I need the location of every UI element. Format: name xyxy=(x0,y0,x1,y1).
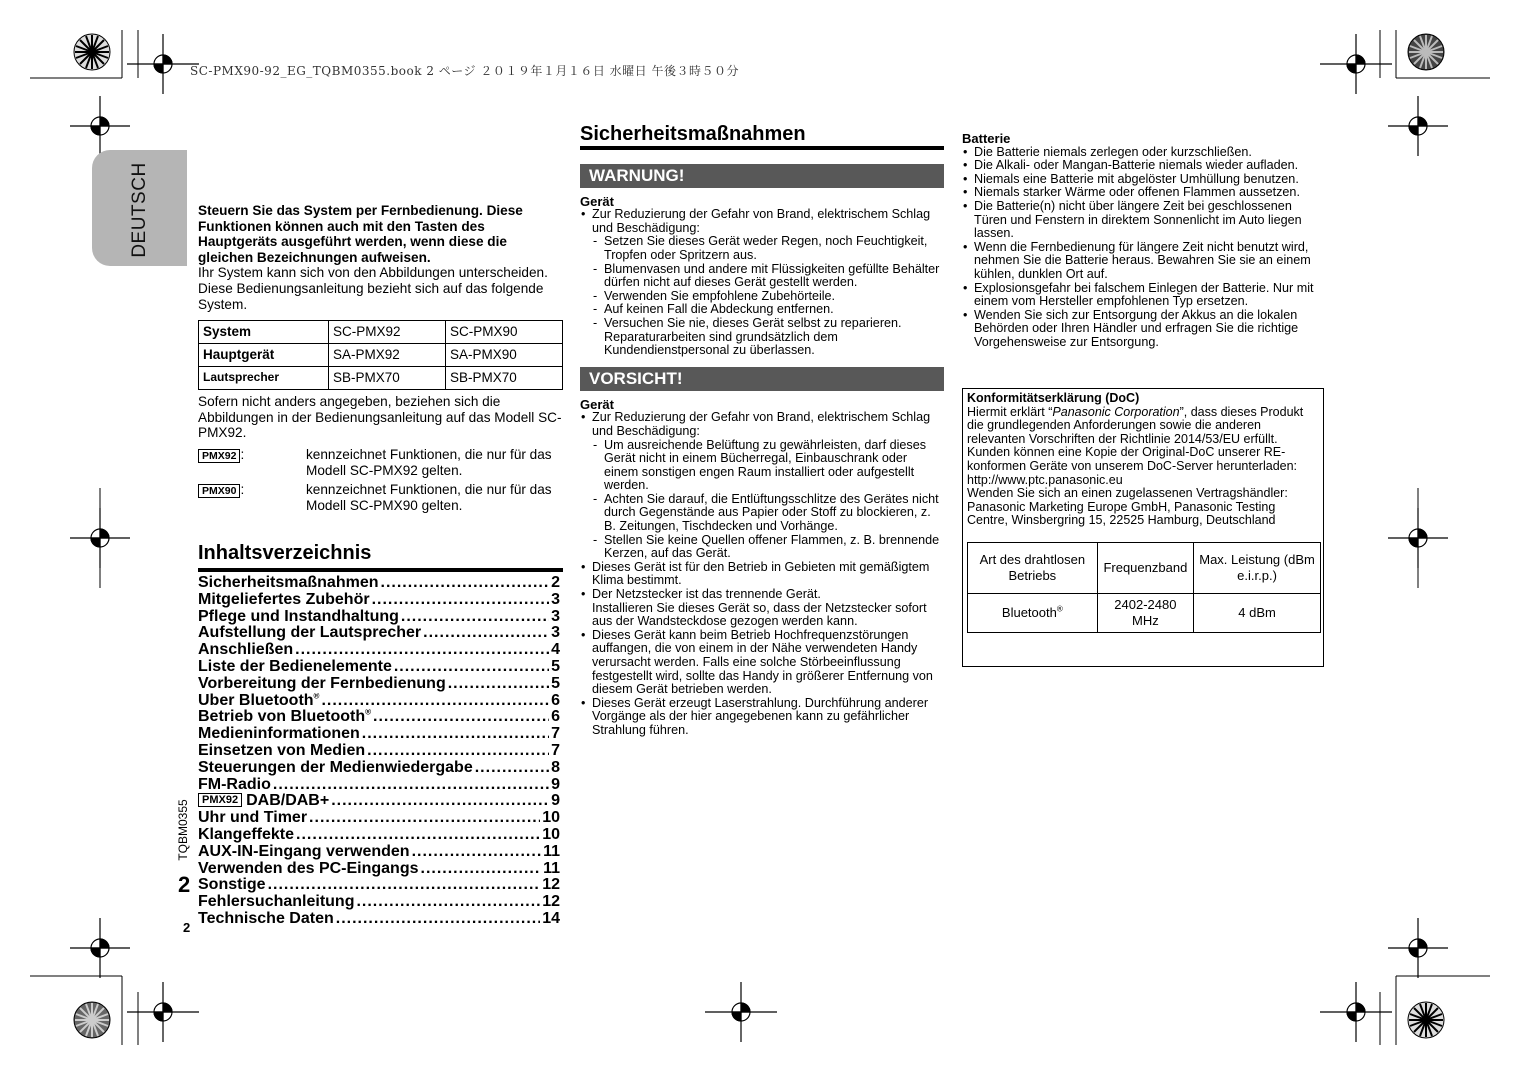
list-item: - Um ausreichende Belüftung zu gewährleisten, darf dieses Gerät nicht in einem Bücherregal, Einbauschrank oder einem sonstigen engen Raum installiert oder aufgestellt werden. xyxy=(592,439,944,493)
model-note xyxy=(198,482,563,513)
intro-text-2: Diese Bedienungsanleitung bezieht sich auf das folgende System. xyxy=(198,280,544,312)
table-cell: 2402-2480 MHz xyxy=(1097,593,1193,632)
list-item: - Auf keinen Fall die Abdeckung entfernen. xyxy=(592,303,944,317)
table-cell: Bluetooth® xyxy=(968,593,1098,632)
toc-item[interactable]: Aufstellung der Lautsprecher ..... 3 xyxy=(198,625,560,642)
starburst-icon xyxy=(74,1002,110,1038)
table-cell: Frequenzband xyxy=(1097,542,1193,593)
model-colon: : xyxy=(240,482,245,498)
model-badge: PMX92 xyxy=(198,449,240,463)
list-item: • Zur Reduzierung der Gefahr von Brand, elektrischem Schlag und Beschädigung: - Um ausreichende Belüftung zu gewährleisten, darf dieses Gerät nicht in einem Bücherregal, Einbauschrank oder einem sonstigen engen Raum installiert oder aufgestellt werden. - Achten Sie darauf, die Entlüftungsschlitze des Gerätes nicht durch Gegenstände aus Papier oder Stoff zu blockieren, z. B. Zeitungen, Tischdecken und Vorhänge. - Stellen Sie keine Quellen offener Flammen, z. B. brennende Kerzen, auf das Gerät. xyxy=(580,411,944,561)
list-item: • Die Batterie(n) nicht über längere Zeit bei geschlossenen Türen und Fenstern in direktem Sonnenlicht im Auto liegen lassen. xyxy=(962,200,1326,241)
model-note-text: kennzeichnet Funktionen, die nur für das Modell SC-PMX90 gelten. xyxy=(306,482,552,513)
list-item: • Dieses Gerät erzeugt Laserstrahlung. Durchführung anderer Vorgänge als der hier angegebenen kann zu gefährlicher Strahlung führen. xyxy=(580,697,944,738)
list-item: - Blumenvasen und andere mit Flüssigkeiten gefüllte Behälter dürfen nicht auf dieses Gerät gestellt werden. xyxy=(592,263,944,290)
safety-column xyxy=(580,123,944,738)
table-row xyxy=(968,542,1321,593)
toc-item[interactable]: Klangeffekte ..... 10 xyxy=(198,827,560,844)
starburst-icon xyxy=(74,34,110,70)
safety-title: Sicherheitsmaßnahmen xyxy=(580,123,806,145)
toc-item[interactable]: FM-Radio ..... 9 xyxy=(198,777,560,794)
language-tab xyxy=(92,150,187,266)
list-item: - Stellen Sie keine Quellen offener Flammen, z. B. brennende Kerzen, auf das Gerät. xyxy=(592,534,944,561)
crosshair-icon xyxy=(70,508,130,568)
caution-banner: VORSICHT! xyxy=(580,367,944,391)
list-item: • Dieses Gerät kann beim Betrieb Hochfrequenzstörungen auffangen, die von einem in der Nähe verwendeten Handy verursacht werden. Falls eine solche Störbeeinflussung festgestellt wird, sollte das Handy in größerer Entfernung von diesem Gerät betrieben werden. xyxy=(580,629,944,697)
toc-item[interactable]: Medieninformationen ..... 7 xyxy=(198,726,560,743)
list-item: • Niemals starker Wärme oder offenen Flammen aussetzen. xyxy=(962,186,1326,200)
model-badge: PMX90 xyxy=(198,484,240,498)
toc-item[interactable]: Verwenden des PC-Eingangs ..... 11 xyxy=(198,861,560,878)
toc-item[interactable]: Einsetzen von Medien ..... 7 xyxy=(198,743,560,760)
doc-url[interactable]: http://www.ptc.panasonic.eu xyxy=(967,472,1123,487)
crosshair-icon xyxy=(1388,508,1448,568)
crosshair-icon xyxy=(70,96,130,156)
intro-bold-text: Steuern Sie das System per Fernbedienung. Diese Funktionen können auch mit den Tasten des Hauptgeräts ausgeführt werden, wenn diese die gleichen Bezeichnungen aufweisen. xyxy=(198,203,523,265)
toc-item[interactable]: Sonstige ..... 12 xyxy=(198,877,560,894)
table-cell: SC-PMX90 xyxy=(445,321,562,344)
intro-text-1: Ihr System kann sich von den Abbildungen unterscheiden. xyxy=(198,265,548,281)
warning-banner: WARNUNG! xyxy=(580,164,944,188)
caution-subheading: Gerät xyxy=(580,396,614,412)
language-tab-label: DEUTSCH xyxy=(129,162,150,258)
toc-divider xyxy=(198,568,563,572)
toc-item[interactable]: PMX92 DAB/DAB+ ..... 9 xyxy=(198,793,560,810)
table-cell: SA-PMX90 xyxy=(445,344,562,367)
toc-title: Inhaltsverzeichnis xyxy=(198,542,372,564)
toc-item[interactable]: Anschließen ..... 4 xyxy=(198,642,560,659)
toc-item[interactable]: Mitgeliefertes Zubehör ..... 3 xyxy=(198,592,560,609)
table-of-contents xyxy=(198,575,560,928)
toc-item[interactable]: Fehlersuchanleitung ..... 12 xyxy=(198,894,560,911)
table-row xyxy=(199,344,563,367)
toc-item[interactable]: AUX-IN-Eingang verwenden ..... 11 xyxy=(198,844,560,861)
toc-item[interactable]: Vorbereitung der Fernbedienung ..... 5 xyxy=(198,676,560,693)
toc-item[interactable]: Betrieb von Bluetooth® ..... 6 xyxy=(198,709,560,726)
table-cell: SC-PMX92 xyxy=(328,321,445,344)
table-cell: SB-PMX70 xyxy=(328,367,445,390)
warning-list xyxy=(580,208,944,358)
starburst-icon xyxy=(1408,1002,1444,1038)
toc-item[interactable]: Pflege und Instandhaltung ..... 3 xyxy=(198,609,560,626)
battery-title: Batterie xyxy=(962,131,1011,146)
crosshair-icon xyxy=(1388,96,1448,156)
crosshair-icon xyxy=(705,982,777,1042)
doc-text-3: Wenden Sie sich an einen zugelassenen Vertragshändler: Panasonic Marketing Europe GmbH, Panasonic Testing Centre, Winsbergring 15, 22525 Hamburg, Deutschland xyxy=(967,486,1288,528)
toc-item[interactable]: Liste der Bedienelemente ..... 5 xyxy=(198,659,560,676)
table-cell: Art des drahtlosen Betriebs xyxy=(968,542,1098,593)
battery-column xyxy=(962,132,1326,350)
toc-item[interactable]: Steuerungen der Medienwiedergabe ..... 8 xyxy=(198,760,560,777)
print-header: SC-PMX90-92_EG_TQBM0355.book 2 ページ ２０１９年１月１６日 水曜日 午後３時５０分 xyxy=(190,64,739,78)
system-table xyxy=(198,320,563,390)
list-item: • Die Batterie niemals zerlegen oder kurzschließen. xyxy=(962,146,1326,160)
doc-text-2: Kunden können eine Kopie der Original-DoC unserer RE-konformen Geräte von unserem DoC-Server herunterladen: xyxy=(967,445,1298,473)
declaration-of-conformity xyxy=(962,388,1324,667)
toc-item[interactable]: Sicherheitsmaßnahmen ..... 2 xyxy=(198,575,560,592)
page-number-small: 2 xyxy=(183,920,191,935)
toc-item[interactable]: Technische Daten ..... 14 xyxy=(198,911,560,928)
doc-text-1: Hiermit erklärt “Panasonic Corporation”, dass dieses Produkt die grundlegenden Anforderungen sowie die anderen relevanten Vorschriften der Richtlinie 2014/53/EU erfüllt. xyxy=(967,404,1304,446)
list-item: • Niemals eine Batterie mit abgelöster Umhüllung benutzen. xyxy=(962,173,1326,187)
page-number: 2 xyxy=(178,872,191,897)
caution-list xyxy=(580,411,944,737)
model-note xyxy=(198,447,563,478)
table-row xyxy=(199,367,563,390)
model-note-text: kennzeichnet Funktionen, die nur für das Modell SC-PMX92 gelten. xyxy=(306,446,552,478)
illustrations-note: Sofern nicht anders angegeben, beziehen sich die Abbildungen in der Bedienungsanleitung auf das Modell SC-PMX92. xyxy=(198,394,562,441)
crosshair-icon xyxy=(1388,918,1448,978)
table-cell: SB-PMX70 xyxy=(445,367,562,390)
list-item: • Dieses Gerät ist für den Betrieb in Gebieten mit gemäßigtem Klima bestimmt. xyxy=(580,561,944,588)
list-item: - Achten Sie darauf, die Entlüftungsschlitze des Gerätes nicht durch Gegenstände aus Papier oder Stoff zu blockieren, z. B. Zeitungen, Tischdecken und Vorhänge. xyxy=(592,493,944,534)
warning-subheading: Gerät xyxy=(580,193,614,209)
starburst-icon xyxy=(1408,34,1444,70)
list-item: • Explosionsgefahr bei falschem Einlegen der Batterie. Nur mit einem vom Hersteller empfohlenen Typ ersetzen. xyxy=(962,282,1326,309)
safety-divider xyxy=(580,146,944,150)
crosshair-icon xyxy=(1320,34,1392,94)
toc-item[interactable]: Über Bluetooth® ..... 6 xyxy=(198,693,560,710)
list-item: - Versuchen Sie nie, dieses Gerät selbst zu reparieren. Reparaturarbeiten sind grundsätzlich dem Kundendienstpersonal zu überlassen. xyxy=(592,317,944,358)
list-item: • Der Netzstecker ist das trennende Gerät. Installieren Sie dieses Gerät so, dass der Netzstecker sofort aus der Wandsteckdose gezogen werden kann. xyxy=(580,588,944,629)
list-item: • Zur Reduzierung der Gefahr von Brand, elektrischem Schlag und Beschädigung: - Setzen Sie dieses Gerät weder Regen, noch Feuchtigkeit, Tropfen oder Spritzern aus. - Blumenvasen und andere mit Flüssigkeiten gefüllte Behälter dürfen nicht auf dieses Gerät gestellt werden. - Verwenden Sie empfohlene Zubehörteile. - Auf keinen Fall die Abdeckung entfernen. - Versuchen Sie nie, dieses Gerät selbst zu reparieren. Reparaturarbeiten sind grundsätzlich dem Kundendienstpersonal zu überlassen. xyxy=(580,208,944,358)
table-row xyxy=(968,593,1321,632)
table-cell: Lautsprecher xyxy=(199,367,329,390)
list-item: • Die Alkali- oder Mangan-Batterie niemals wieder aufladen. xyxy=(962,159,1326,173)
intro-column xyxy=(198,203,563,513)
battery-list xyxy=(962,146,1326,350)
table-cell: 4 dBm xyxy=(1194,593,1321,632)
model-badge: PMX92 xyxy=(198,793,242,807)
list-item: • Wenden Sie sich zur Entsorgung der Akkus an die lokalen Behörden oder Ihren Händler und erfragen Sie die richtige Vorgehensweise zur Entsorgung. xyxy=(962,309,1326,350)
table-cell: SA-PMX92 xyxy=(328,344,445,367)
crosshair-icon xyxy=(70,918,130,978)
toc-item[interactable]: Uhr und Timer ..... 10 xyxy=(198,810,560,827)
table-cell: Max. Leistung (dBm e.i.r.p.) xyxy=(1194,542,1321,593)
list-item: • Wenn die Fernbedienung für längere Zeit nicht benutzt wird, nehmen Sie die Batterie heraus. Bewahren Sie sie an einem kühlen, dunklen Ort auf. xyxy=(962,241,1326,282)
table-row xyxy=(199,321,563,344)
list-item: - Verwenden Sie empfohlene Zubehörteile. xyxy=(592,290,944,304)
list-item: - Setzen Sie dieses Gerät weder Regen, noch Feuchtigkeit, Tropfen oder Spritzern aus. xyxy=(592,235,944,262)
table-cell: Hauptgerät xyxy=(199,344,329,367)
crosshair-icon xyxy=(1320,982,1392,1042)
model-colon: : xyxy=(240,446,245,462)
document-code: TQBM0355 xyxy=(176,799,190,861)
frequency-table xyxy=(967,542,1321,633)
table-cell: System xyxy=(199,321,329,344)
doc-title: Konformitätserklärung (DoC) xyxy=(967,391,1140,405)
